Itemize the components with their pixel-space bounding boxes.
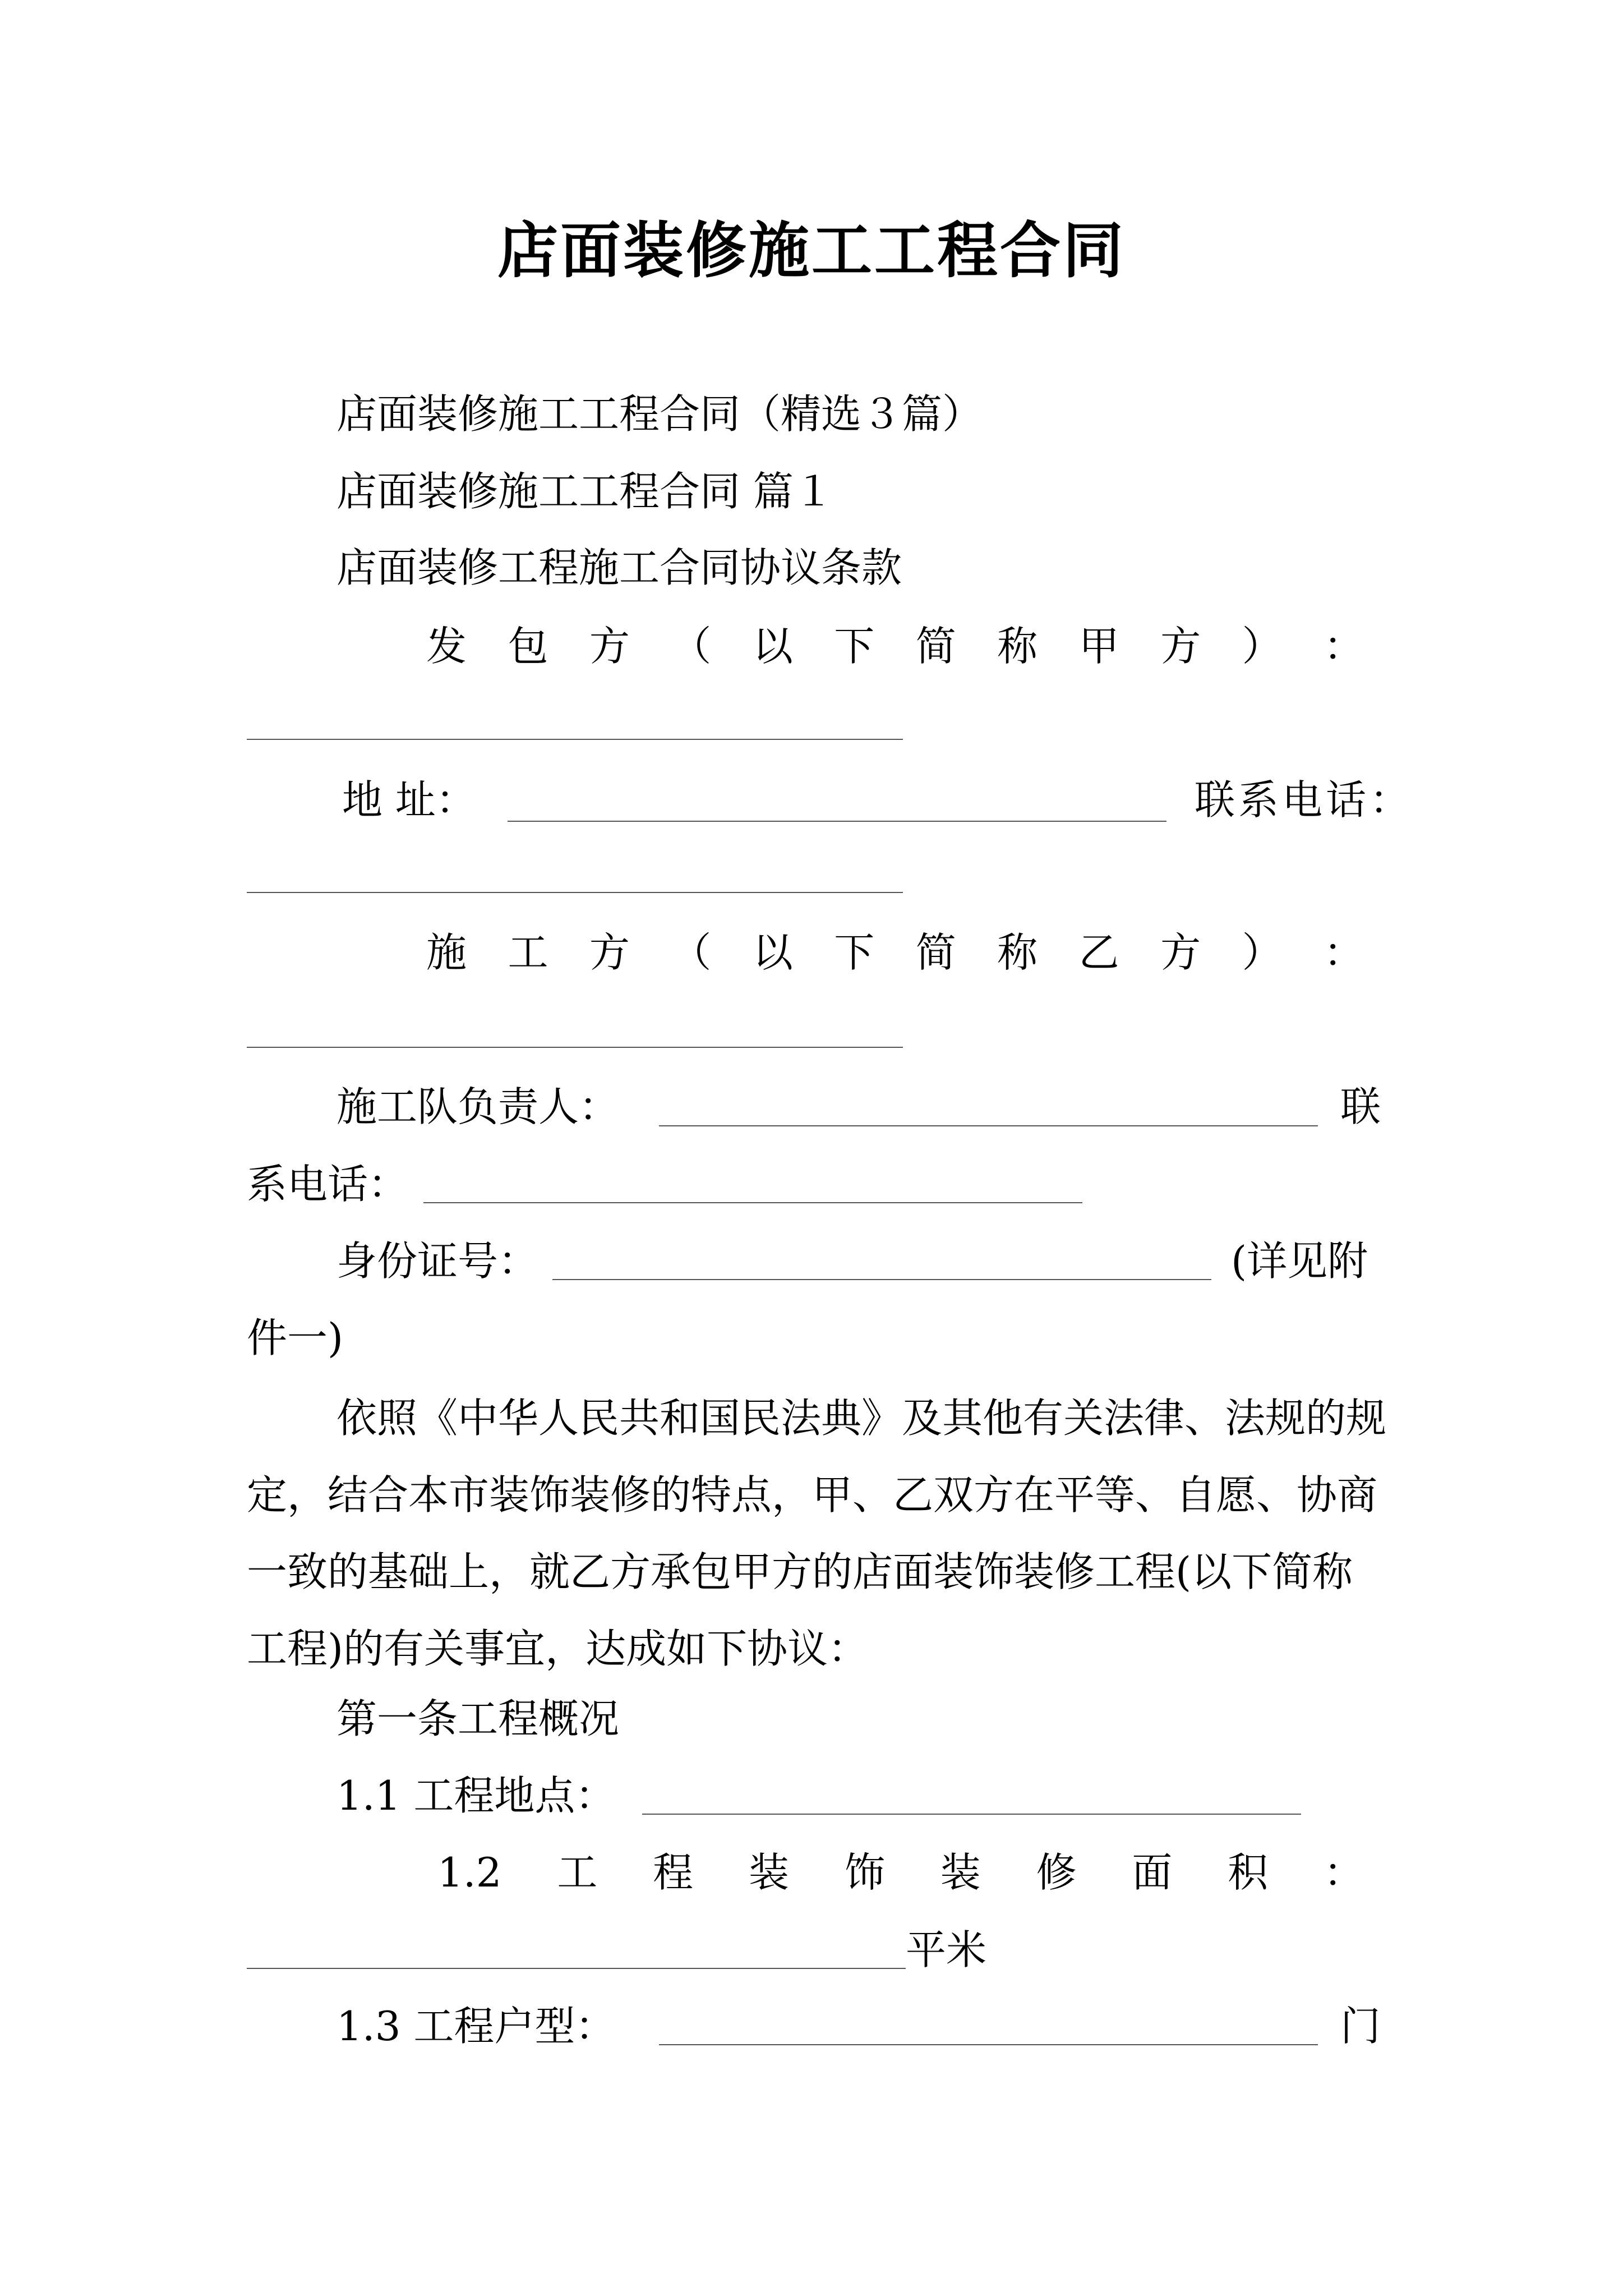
intro-text: 依照《中华人民共和国民法典》及其他有关法律、法规的规定，结合本市装饰装修的特点，甲、乙双方在平等、自愿、协商一致的基础上，就乙方承包甲方的店面装饰装修工程(以下简称工程)的有关事宜，达成如下协议： [247,1395,1387,1672]
spread-char: ） [1242,623,1283,670]
clause-1-2-blank [247,1968,906,1969]
spread-char: 甲 [1078,623,1119,670]
spread-char: 方 [1160,623,1201,670]
team-leader-phone-label: 系电话： [247,1161,409,1208]
document-title: 店面装修施工工程合同 [497,215,1126,286]
address-blank [508,821,1166,822]
spread-char: 工 [557,1849,598,1896]
party-a-label-row [426,619,1364,673]
subtitle-part-1: 店面装修施工工程合同 篇１ [336,468,834,515]
clause-1-3-blank [659,2044,1318,2045]
spread-char: 饰 [844,1849,885,1896]
clause-1-3-label: 1.3 工程户型： [336,2003,616,2050]
clause-1-1-blank [642,1814,1301,1815]
spread-char: 装 [748,1849,789,1896]
spread-char: ： [1323,929,1364,976]
clause-1-1-label: 1.1 工程地点： [336,1772,616,1819]
address-label: 地 址： [342,776,476,823]
id-note-continued: 件一) [247,1314,344,1361]
clause-1-2-label-row [437,1846,1364,1899]
spread-char: 包 [508,623,548,670]
spread-char: 积 [1228,1849,1269,1896]
spread-char: 1.2 [437,1849,502,1896]
party-b-blank [247,1047,903,1048]
spread-char: 方 [589,929,630,976]
team-leader-blank [659,1125,1318,1126]
phone-blank [247,892,903,893]
team-leader-phone-blank [423,1202,1082,1203]
id-number-label: 身份证号： [336,1237,539,1285]
team-leader-tail: 联 [1340,1083,1381,1130]
spread-char: 简 [915,929,956,976]
spread-char: 方 [589,623,630,670]
spread-char: 称 [997,623,1038,670]
spread-char: 简 [915,623,956,670]
spread-char: （ [671,623,712,670]
spread-char: 称 [997,929,1038,976]
agreement-terms-heading: 店面装修工程施工合同协议条款 [336,544,902,591]
spread-char: 以 [752,929,793,976]
id-number-blank [552,1279,1211,1280]
spread-char: 装 [940,1849,981,1896]
spread-char: 方 [1160,929,1201,976]
intro-paragraph [247,1380,1389,1687]
spread-char: ： [1323,1849,1364,1896]
spread-char: ） [1242,929,1283,976]
spread-char: （ [671,929,712,976]
spread-char: 下 [834,623,875,670]
spread-char: 发 [426,623,467,670]
spread-char: 修 [1036,1849,1077,1896]
spread-char: 以 [752,623,793,670]
spread-char: 面 [1132,1849,1173,1896]
phone-label: 联系电话： [1195,776,1414,823]
spread-char: 乙 [1078,929,1119,976]
spread-char: 程 [653,1849,694,1896]
spread-char: 下 [834,929,875,976]
party-b-label-row [426,926,1364,979]
subtitle-selection: 店面装修施工工程合同（精选３篇） [336,390,983,438]
team-leader-label: 施工队负责人： [336,1083,620,1130]
clause-1-3-tail: 门 [1340,2003,1381,2050]
spread-char: 工 [508,929,548,976]
spread-char: ： [1323,623,1364,670]
party-a-blank [247,739,903,740]
id-note: (详见附 [1231,1237,1368,1285]
article-1-heading: 第一条工程概况 [336,1695,620,1742]
spread-char: 施 [426,929,467,976]
clause-1-2-unit: 平米 [906,1926,987,1973]
